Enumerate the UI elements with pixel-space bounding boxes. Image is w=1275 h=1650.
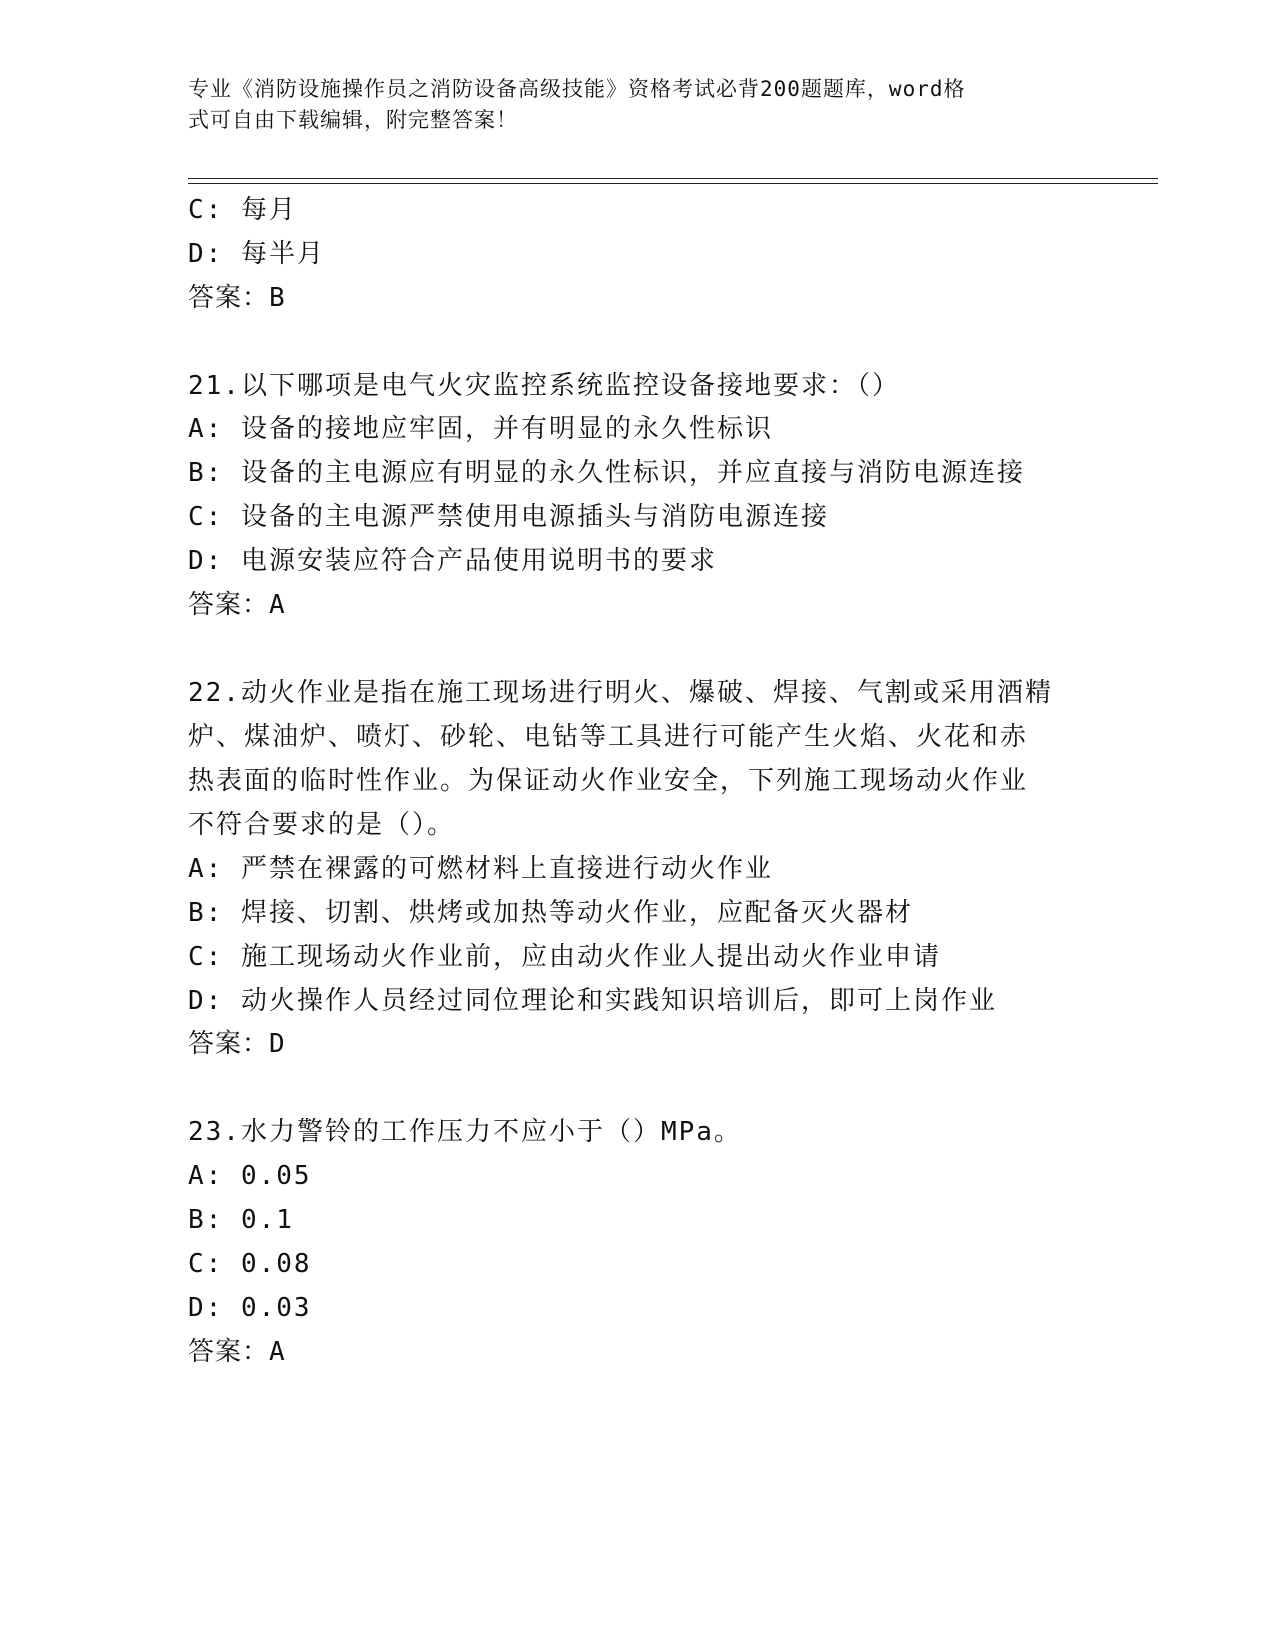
option-b: B: 0.1 [188,1205,294,1235]
question-stem: 炉、煤油炉、喷灯、砂轮、电钻等工具进行可能产生火焰、火花和赤 [188,722,1029,752]
answer: 答案：D [188,1029,286,1059]
question-stem: 21.以下哪项是电气火灾监控系统监控设备接地要求：（） [188,371,900,401]
option-a: A: 设备的接地应牢固，并有明显的永久性标识 [188,414,773,444]
header-divider-top [188,178,1158,179]
header-line-1: 专业《消防设施操作员之消防设备高级技能》资格考试必背200题题库，word格 [188,77,966,101]
option-c: C: 设备的主电源严禁使用电源插头与消防电源连接 [188,502,829,532]
question-stem: 22.动火作业是指在施工现场进行明火、爆破、焊接、气割或采用酒精 [188,678,1053,708]
answer: 答案：A [188,590,286,620]
option-d: D: 电源安装应符合产品使用说明书的要求 [188,546,717,576]
header-line-2: 式可自由下载编辑，附完整答案！ [188,108,518,132]
option-b: B: 设备的主电源应有明显的永久性标识，并应直接与消防电源连接 [188,458,1025,488]
option-d: D: 每半月 [188,239,325,269]
header-divider-bottom [188,183,1158,184]
option-b: B: 焊接、切割、烘烤或加热等动火作业，应配备灭火器材 [188,898,913,928]
option-c: C: 施工现场动火作业前，应由动火作业人提出动火作业申请 [188,942,941,972]
answer: 答案：B [188,283,286,313]
option-c: C: 0.08 [188,1249,312,1279]
answer: 答案：A [188,1337,286,1367]
option-d: D: 动火操作人员经过同位理论和实践知识培训后，即可上岗作业 [188,986,997,1016]
option-c: C: 每月 [188,195,297,225]
option-d: D: 0.03 [188,1293,312,1323]
document-header [188,74,1068,136]
question-stem: 不符合要求的是（）。 [188,810,456,840]
option-a: A: 严禁在裸露的可燃材料上直接进行动火作业 [188,854,773,884]
option-a: A: 0.05 [188,1161,312,1191]
question-stem: 23.水力警铃的工作压力不应小于（）MPa。 [188,1117,742,1147]
question-stem: 热表面的临时性作业。为保证动火作业安全，下列施工现场动火作业 [188,766,1029,796]
